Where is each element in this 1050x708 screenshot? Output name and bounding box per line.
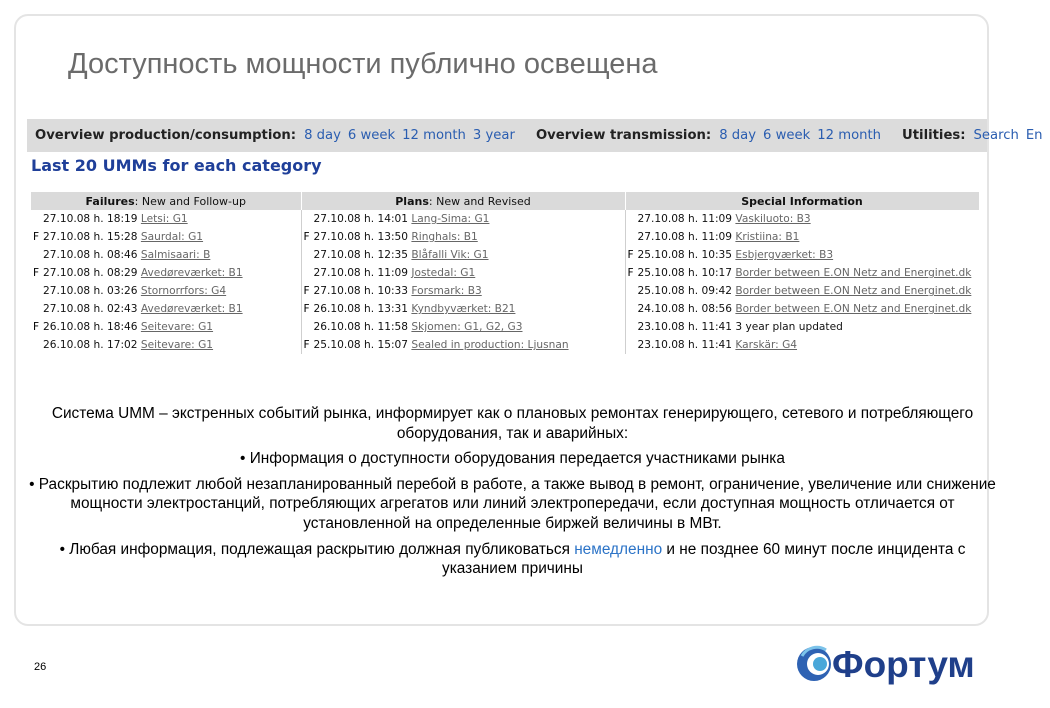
umm-link[interactable]: Esbjergværket: B3 [735,249,834,261]
umm-link[interactable]: Forsmark: B3 [411,285,482,297]
umm-link[interactable]: Avedøreværket: B1 [140,267,243,279]
production-link[interactable]: 6 week [347,128,396,143]
bullet-disclosure-scope: • Раскрытию подлежит любой незапланированный перебой в работе, а также вывод в ремонт, ограничение, увеличение или снижение мощности электростанций, потребляющих агрегатов или линий электропередачи, если доступная мощность отличается от установленной на определенные биржей величины в МВт. [29,475,996,532]
umm-link[interactable]: Salmisaari: B [140,249,211,261]
slide-body-text [20,404,1005,585]
follow-up-flag: F [33,321,40,333]
umm-date: 27.10.08 h. 18:19 [43,213,138,225]
plans-cell [301,336,625,354]
transmission-link[interactable]: 6 week [763,128,811,143]
umm-link[interactable]: Border between E.ON Netz and Energinet.dk [735,285,972,297]
table-row [31,282,979,300]
special-cell [625,318,979,336]
umm-link[interactable]: Seitevare: G1 [140,339,214,351]
umm-section-title: Last 20 UMMs for each category [31,156,322,175]
plans-cell [301,228,625,246]
production-link[interactable]: 8 day [304,128,341,143]
fortum-logo-icon [796,644,836,684]
follow-up-flag: F [627,249,634,261]
umm-link[interactable]: Border between E.ON Netz and Energinet.dk [735,267,972,279]
failures-cell [31,264,301,282]
plans-cell [301,282,625,300]
special-cell [625,264,979,282]
table-row [31,336,979,354]
umm-date: 24.10.08 h. 08:56 [637,303,733,315]
umm-text: 3 year plan updated [735,321,843,333]
umm-date: 27.10.08 h. 10:33 [313,285,409,297]
follow-up-flag: F [33,267,40,279]
umm-link[interactable]: Lang-Sima: G1 [411,213,490,225]
umm-web-screenshot [27,116,1043,362]
follow-up-flag: F [303,231,310,243]
umm-link[interactable]: Seitevare: G1 [140,321,214,333]
failures-cell [31,210,301,228]
bullet-information-source: • Информация о доступности оборудования передается участниками рынка [240,450,785,468]
umm-link[interactable]: Blåfalli Vik: G1 [411,249,489,261]
special-cell [625,336,979,354]
failures-cell [31,228,301,246]
umm-link[interactable]: Jostedal: G1 [411,267,476,279]
plans-cell [301,246,625,264]
follow-up-flag: F [33,231,40,243]
umm-date: 27.10.08 h. 12:35 [313,249,409,261]
plans-cell [301,210,625,228]
umm-date: 27.10.08 h. 02:43 [43,303,138,315]
production-link[interactable]: 3 year [472,128,515,143]
production-link[interactable]: 12 month [402,128,466,143]
failures-cell [31,336,301,354]
umm-date: 26.10.08 h. 18:46 [43,321,138,333]
umm-link[interactable]: Kyndbyværket: B21 [411,303,516,315]
failures-cell [31,282,301,300]
umm-link[interactable]: Vaskiluoto: B3 [735,213,811,225]
table-row [31,318,979,336]
follow-up-flag: F [303,339,310,351]
umm-link[interactable]: Skjomen: G1, G2, G3 [411,321,523,333]
failures-cell [31,246,301,264]
umm-date: 23.10.08 h. 11:41 [637,339,733,351]
umm-table-header [31,192,979,210]
umm-link[interactable]: Kristiina: B1 [735,231,800,243]
plans-cell [301,318,625,336]
umm-link[interactable]: Stornorrfors: G4 [140,285,227,297]
umm-date: 27.10.08 h. 11:09 [637,231,733,243]
page-number: 26 [34,661,47,673]
umm-date: 23.10.08 h. 11:41 [637,321,733,333]
umm-date: 27.10.08 h. 14:01 [313,213,409,225]
umm-date: 27.10.08 h. 11:09 [637,213,733,225]
failures-cell [31,300,301,318]
table-row [31,210,979,228]
umm-link[interactable]: Saurdal: G1 [140,231,204,243]
special-cell [625,300,979,318]
utilities-links [974,128,1050,143]
table-row [31,300,979,318]
umm-date: 26.10.08 h. 11:58 [313,321,409,333]
umm-link[interactable]: Border between E.ON Netz and Energinet.dk [735,303,972,315]
umm-date: 25.10.08 h. 09:42 [637,285,733,297]
umm-link[interactable]: Sealed in production: Ljusnan [411,339,569,351]
umm-link[interactable]: Ringhals: B1 [411,231,478,243]
follow-up-flag: F [303,303,310,315]
transmission-link[interactable]: 12 month [817,128,882,143]
column-header-special-information: Special Information [625,192,979,210]
umm-link[interactable]: Letsi: G1 [140,213,188,225]
top-navigation-bar [27,119,1043,152]
failures-cell [31,318,301,336]
umm-link[interactable]: Karskär: G4 [735,339,798,351]
special-cell [625,282,979,300]
plans-cell [301,300,625,318]
table-row [31,246,979,264]
plans-cell [301,264,625,282]
production-label: Overview production/consumption: [35,128,297,143]
umm-table [31,192,980,354]
bullet-publication-deadline: • Любая информация, подлежащая раскрытию должная публиковаться немедленно и не позднее 60 минут после инцидента с указанием причины [59,540,966,578]
umm-date: 27.10.08 h. 13:50 [313,231,409,243]
special-cell [625,246,979,264]
utilities-label: Utilities: [902,128,966,143]
transmission-links [719,128,888,143]
umm-date: 25.10.08 h. 10:35 [637,249,733,261]
umm-date: 26.10.08 h. 17:02 [43,339,138,351]
table-row [31,264,979,282]
umm-date: 27.10.08 h. 08:29 [43,267,138,279]
utilities-link[interactable]: En [1025,128,1043,143]
intro-paragraph: Система UMM – экстренных событий рынка, информирует как о плановых ремонтах генерирующего, сетевого и потребляющего оборудования, так и аварийных: [51,405,974,442]
umm-date: 25.10.08 h. 10:17 [637,267,733,279]
umm-date: 26.10.08 h. 13:31 [313,303,409,315]
utilities-link[interactable]: Search [973,128,1019,143]
umm-date: 27.10.08 h. 03:26 [43,285,138,297]
umm-link[interactable]: Avedøreværket: B1 [140,303,243,315]
transmission-label: Overview transmission: [535,128,712,143]
slide-title: Доступность мощности публично освещена [68,48,658,80]
fortum-logo-text: Фортум [832,644,975,685]
column-header-plans: Plans: New and Revised [301,192,625,210]
fortum-logo [796,640,996,692]
follow-up-flag: F [303,285,310,297]
column-header-failures: Failures: New and Follow-up [31,192,301,210]
table-row [31,228,979,246]
umm-date: 27.10.08 h. 11:09 [313,267,409,279]
follow-up-flag: F [627,267,634,279]
special-cell [625,210,979,228]
umm-date: 27.10.08 h. 15:28 [43,231,138,243]
highlight-immediately: немедленно [574,540,663,558]
umm-date: 25.10.08 h. 15:07 [313,339,409,351]
transmission-link[interactable]: 8 day [719,128,757,143]
production-links [304,128,522,143]
special-cell [625,228,979,246]
umm-date: 27.10.08 h. 08:46 [43,249,138,261]
